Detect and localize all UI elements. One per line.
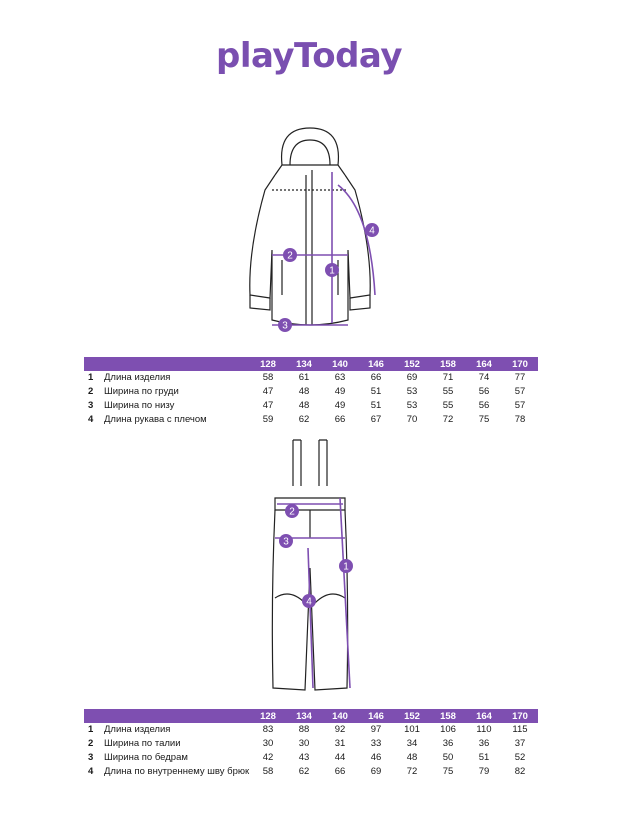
row-label: Ширина по талии	[104, 738, 181, 749]
cell-value: 78	[514, 414, 526, 425]
row-number: 2	[88, 386, 94, 397]
pants-marker-3-label: 3	[283, 536, 289, 548]
cell-value: 50	[442, 752, 454, 763]
cell-value: 106	[440, 724, 456, 735]
cell-value: 75	[442, 766, 454, 777]
row-number: 2	[88, 738, 94, 749]
cell-value: 58	[262, 372, 274, 383]
pants-header-row	[84, 709, 538, 723]
row-label: Длина по внутреннему шву брюк	[104, 766, 250, 777]
cell-value: 77	[514, 372, 526, 383]
header-size: 170	[502, 357, 538, 371]
cell-value: 53	[406, 386, 418, 397]
row-number: 3	[88, 400, 94, 411]
row-label: Длина рукава с плечом	[104, 414, 207, 425]
cell-value: 69	[406, 372, 418, 383]
cell-value: 49	[334, 386, 346, 397]
cell-value: 46	[370, 752, 382, 763]
jacket-size-table	[84, 357, 538, 427]
row-label: Ширина по низу	[104, 400, 175, 411]
cell-value: 44	[334, 752, 346, 763]
header-size: 164	[466, 709, 502, 723]
cell-value: 49	[334, 400, 346, 411]
cell-value: 33	[370, 738, 382, 749]
cell-value: 53	[406, 400, 418, 411]
cell-value: 70	[406, 414, 418, 425]
cell-value: 66	[370, 372, 382, 383]
cell-value: 110	[476, 724, 492, 735]
cell-value: 48	[406, 752, 418, 763]
brand-logo: playToday	[216, 36, 402, 76]
cell-value: 51	[370, 386, 382, 397]
header-cell	[104, 357, 250, 371]
cell-value: 36	[478, 738, 490, 749]
jacket-header-row	[84, 357, 538, 371]
cell-value: 88	[298, 724, 310, 735]
cell-value: 72	[406, 766, 418, 777]
cell-value: 101	[404, 724, 420, 735]
cell-value: 47	[262, 400, 274, 411]
jacket-illustration	[230, 120, 390, 340]
cell-value: 71	[442, 372, 454, 383]
cell-value: 36	[442, 738, 454, 749]
header-size: 146	[358, 357, 394, 371]
cell-value: 30	[298, 738, 310, 749]
cell-value: 31	[334, 738, 346, 749]
cell-value: 55	[442, 400, 454, 411]
header-cell	[84, 709, 104, 723]
cell-value: 57	[514, 400, 526, 411]
table-row	[84, 399, 538, 413]
cell-value: 62	[298, 414, 310, 425]
cell-value: 59	[262, 414, 274, 425]
cell-value: 75	[478, 414, 490, 425]
header-size: 146	[358, 709, 394, 723]
row-number: 4	[88, 414, 94, 425]
cell-value: 97	[370, 724, 382, 735]
pants-marker-2-label: 2	[289, 506, 295, 518]
table-row	[84, 385, 538, 399]
jacket-marker-3-label: 3	[282, 320, 288, 332]
cell-value: 52	[514, 752, 526, 763]
header-size: 170	[502, 709, 538, 723]
cell-value: 37	[514, 738, 526, 749]
header-size: 140	[322, 709, 358, 723]
jacket-marker-4-label: 4	[369, 225, 375, 237]
header-cell	[84, 357, 104, 371]
table-row	[84, 413, 538, 427]
table-row	[84, 371, 538, 385]
header-size: 158	[430, 357, 466, 371]
jacket-marker-2-label: 2	[287, 250, 293, 262]
cell-value: 72	[442, 414, 454, 425]
table-row	[84, 751, 538, 765]
cell-value: 62	[298, 766, 310, 777]
jacket-markers	[278, 223, 379, 332]
jacket-marker-1-label: 1	[329, 265, 335, 277]
cell-value: 55	[442, 386, 454, 397]
cell-value: 30	[262, 738, 274, 749]
table-row	[84, 765, 538, 779]
pants-illustration	[255, 438, 365, 700]
header-cell	[104, 709, 250, 723]
header-size: 158	[430, 709, 466, 723]
header-size: 128	[250, 357, 286, 371]
cell-value: 63	[334, 372, 346, 383]
cell-value: 58	[262, 766, 274, 777]
row-label: Ширина по груди	[104, 386, 179, 397]
cell-value: 115	[512, 724, 528, 735]
row-number: 3	[88, 752, 94, 763]
cell-value: 56	[478, 400, 490, 411]
pants-size-table	[84, 709, 538, 779]
cell-value: 83	[262, 724, 274, 735]
row-label: Длина изделия	[104, 724, 171, 735]
row-number: 1	[88, 724, 94, 735]
table-row	[84, 723, 538, 737]
cell-value: 57	[514, 386, 526, 397]
row-number: 4	[88, 766, 94, 777]
header-size: 152	[394, 357, 430, 371]
header-size: 128	[250, 709, 286, 723]
header-size: 134	[286, 709, 322, 723]
header-size: 134	[286, 357, 322, 371]
cell-value: 69	[370, 766, 382, 777]
cell-value: 61	[298, 372, 310, 383]
cell-value: 92	[334, 724, 346, 735]
cell-value: 48	[298, 400, 310, 411]
cell-value: 48	[298, 386, 310, 397]
cell-value: 79	[478, 766, 490, 777]
cell-value: 66	[334, 414, 346, 425]
cell-value: 51	[478, 752, 490, 763]
cell-value: 74	[478, 372, 490, 383]
cell-value: 82	[514, 766, 526, 777]
cell-value: 56	[478, 386, 490, 397]
pants-marker-1-label: 1	[343, 561, 349, 573]
cell-value: 47	[262, 386, 274, 397]
row-label: Длина изделия	[104, 372, 171, 383]
header-size: 152	[394, 709, 430, 723]
header-size: 164	[466, 357, 502, 371]
cell-value: 43	[298, 752, 310, 763]
cell-value: 42	[262, 752, 274, 763]
cell-value: 67	[370, 414, 382, 425]
pants-marker-4-label: 4	[306, 596, 312, 608]
table-row	[84, 737, 538, 751]
row-number: 1	[88, 372, 94, 383]
cell-value: 66	[334, 766, 346, 777]
header-size: 140	[322, 357, 358, 371]
cell-value: 34	[406, 738, 418, 749]
row-label: Ширина по бедрам	[104, 752, 188, 763]
cell-value: 51	[370, 400, 382, 411]
